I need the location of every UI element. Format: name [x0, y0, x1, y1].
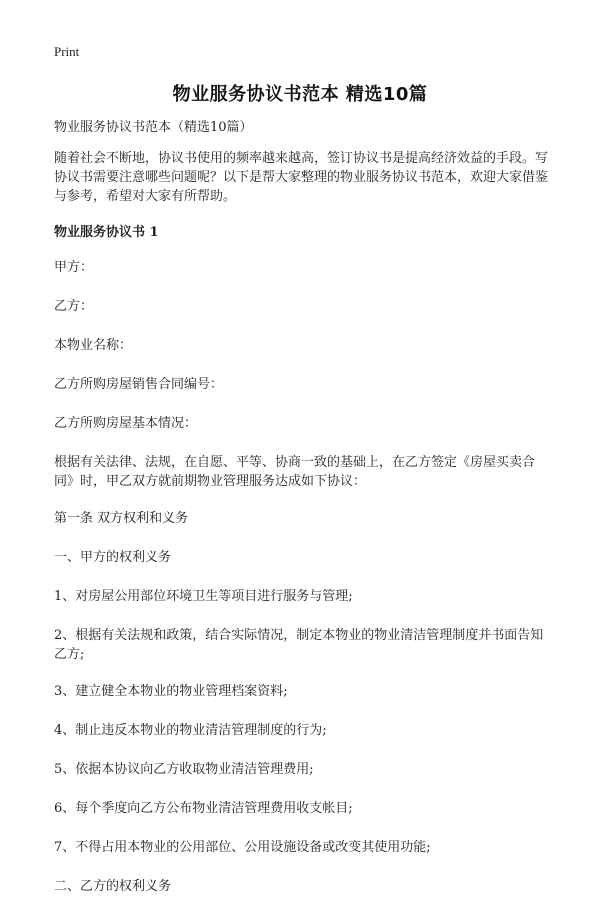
list-item: 1、对房屋公用部位环境卫生等项目进行服务与管理;	[54, 589, 353, 604]
field-party-a: 甲方：	[54, 260, 94, 275]
field-property-name: 本物业名称：	[54, 338, 133, 353]
document-body	[54, 118, 554, 916]
document-subtitle: 物业服务协议书范本（精选10篇）	[54, 120, 253, 135]
field-party-b: 乙方：	[54, 299, 94, 314]
section-heading: 物业服务协议书 1	[54, 225, 159, 240]
list-item: 5、依据本协议向乙方收取物业清洁管理费用;	[54, 762, 314, 777]
article-heading: 第一条 双方权利和义务	[54, 511, 189, 526]
page-title: 物业服务协议书范本 精选10篇	[172, 84, 428, 105]
print-link[interactable]: Print	[54, 44, 80, 59]
list-item: 3、建立健全本物业的物业管理档案资料;	[54, 684, 288, 699]
list-item: 2、根据有关法规和政策，结合实际情况，制定本物业的物业清洁管理制度并书面告知乙方;	[54, 628, 544, 662]
list-item: 4、制止违反本物业的物业清洁管理制度的行为;	[54, 723, 327, 738]
field-contract-number: 乙方所购房屋销售合同编号：	[54, 377, 224, 392]
field-house-info: 乙方所购房屋基本情况：	[54, 416, 198, 431]
list-item: 6、每个季度向乙方公布物业清洁管理费用收支帐目;	[54, 801, 353, 816]
basis-paragraph: 根据有关法律、法规，在自愿、平等、协商一致的基础上，在乙方签定《房屋买卖合同》时，甲乙双方就前期物业管理服务达成如下协议：	[54, 455, 536, 489]
list-item: 7、不得占用本物业的公用部位、公用设施设备或改变其使用功能;	[54, 840, 431, 855]
part-two-heading: 二、乙方的权利义务	[54, 879, 172, 894]
intro-paragraph: 随着社会不断地，协议书使用的频率越来越高，签订协议书是提高经济效益的手段。写协议书需要注意哪些问题呢？以下是帮大家整理的物业服务协议书范本，欢迎大家借鉴与参考，希望对大家有所帮助。	[54, 151, 549, 204]
part-one-heading: 一、甲方的权利义务	[54, 550, 172, 565]
